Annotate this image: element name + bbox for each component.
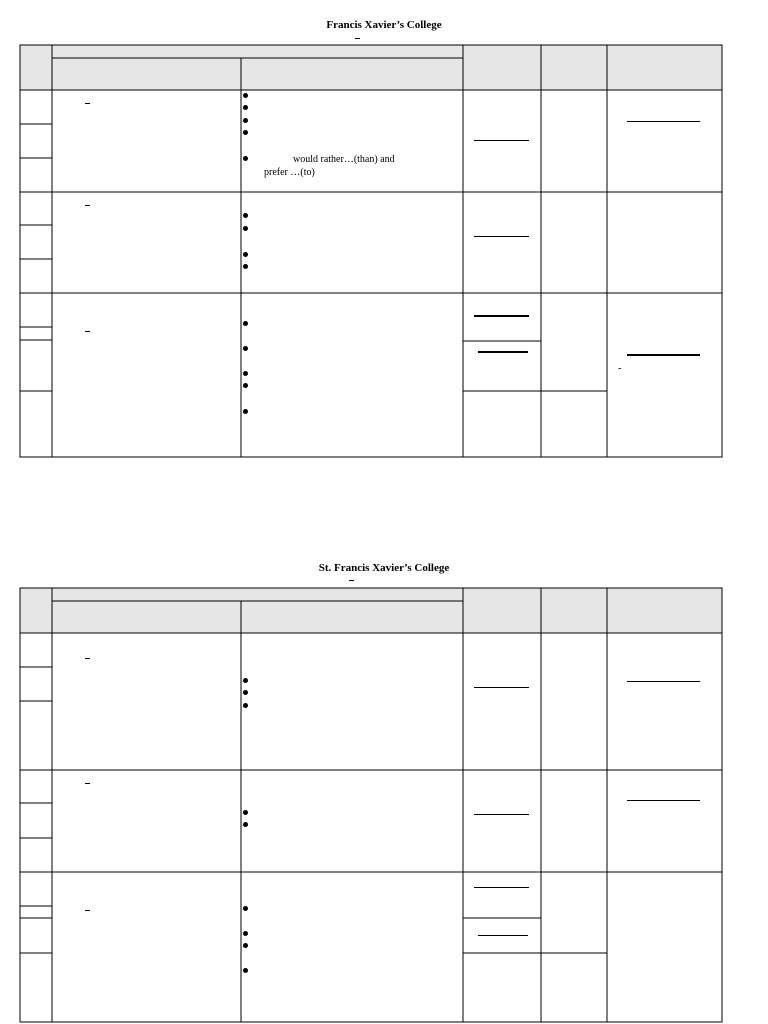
blank-line — [474, 687, 529, 688]
bullet-icon — [243, 678, 248, 683]
school-title: St. Francis Xavier’s College — [318, 562, 450, 574]
blank-line — [627, 800, 700, 801]
bullet-icon — [243, 943, 248, 948]
bullet-icon — [243, 968, 248, 973]
school-title: Francis Xavier’s College — [326, 19, 442, 31]
side-mark: - — [618, 363, 622, 374]
blank-line — [627, 681, 700, 682]
bullet-text: would rather…(than) and — [293, 154, 395, 165]
bullet-icon — [243, 690, 248, 695]
blank-line — [478, 935, 528, 936]
row-dash — [85, 658, 90, 659]
bullet-icon — [243, 703, 248, 708]
row-dash — [85, 910, 90, 911]
blank-line — [474, 814, 529, 815]
bullet-icon — [243, 906, 248, 911]
blank-line — [474, 887, 529, 888]
bullet-icon — [243, 822, 248, 827]
bullet-icon — [243, 810, 248, 815]
bullet-icon — [243, 931, 248, 936]
bullet-text-continued: prefer …(to) — [264, 167, 315, 178]
row-dash — [85, 783, 90, 784]
